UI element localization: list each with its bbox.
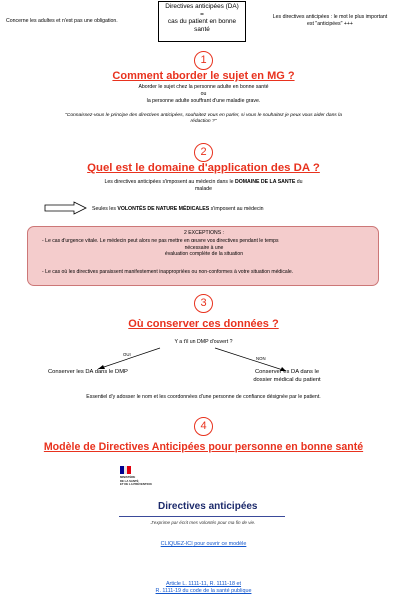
header-left-note: Concerne les adultes et n'est pas une obligation. xyxy=(6,18,118,24)
logo-line1: MINISTÈRE xyxy=(120,475,136,479)
section1-line1: Aborder le sujet chez la personne adulte en bonne santé xyxy=(138,84,269,90)
section2-intro xyxy=(0,179,407,193)
section2-line2: malade xyxy=(194,185,212,192)
section1-body xyxy=(0,84,407,104)
section1-quote xyxy=(0,113,407,126)
section1-title: Comment aborder le sujet en MG ? xyxy=(112,70,295,82)
section2-arrow-bold: VOLONTÉS DE NATURE MÉDICALES xyxy=(117,206,210,212)
card-divider xyxy=(119,516,285,517)
card-subtitle: J'exprime par écrit mes volontés pour ma fin de vie. xyxy=(150,520,256,525)
topic-box-line4: santé xyxy=(194,25,210,33)
ministry-logo xyxy=(119,466,179,496)
logo-line2: DE LA SANTÉ xyxy=(120,478,139,483)
section2-line1-pre: Les directives anticipées s'imposent au médecin dans le xyxy=(104,179,235,185)
section2-line1-post: du xyxy=(295,179,303,185)
section2-title: Quel est le domaine d'application des DA ? xyxy=(87,162,320,174)
section3-title: Où conserver ces données ? xyxy=(128,318,279,330)
card-title: Directives anticipées xyxy=(158,501,258,512)
exceptions-box xyxy=(27,226,379,286)
section1-quote-line2: rédaction ?" xyxy=(190,119,217,125)
exception-item-1-line3: évaluation complète de la situation xyxy=(164,251,244,258)
section1-line3: la personne adulte souffrant d'une maladie grave. xyxy=(146,97,261,104)
legal-reference-line2[interactable]: R. 1111-19 du code de la santé publique xyxy=(155,588,252,595)
marianne-logo-icon xyxy=(120,466,131,474)
exception-item-1 xyxy=(34,238,374,258)
exception-item-1-line2: nécessaire à une xyxy=(184,244,224,251)
dmp-yes-text: Conserver les DA dans le DMP xyxy=(48,369,128,375)
yes-label: OUI xyxy=(123,352,131,357)
dmp-no-text xyxy=(231,369,343,384)
section2-line1 xyxy=(0,179,407,186)
section2-line1-bold: DOMAINE DE LA SANTE xyxy=(234,179,296,185)
section1-line2: ou xyxy=(200,90,207,97)
section4-number: 4 xyxy=(194,417,213,436)
hollow-arrow-icon xyxy=(44,201,88,215)
header-right-note xyxy=(256,14,404,28)
section4-title: Modèle de Directives Anticipées pour personne en bonne santé xyxy=(43,441,364,453)
section1-quote-line1: "Connaissez-vous le principe des directives anticipées, souhaitez vous en parler, si vous le souhaitez je peux vous aider dans la xyxy=(65,113,342,118)
topic-box-line1: Directives anticipées (DA) xyxy=(165,3,239,10)
legal-reference xyxy=(0,581,407,595)
header-right-note-line2: est "anticipées" +++ xyxy=(307,20,353,27)
logo-line3: ET DE LA PRÉVENTION xyxy=(120,482,152,486)
exception-item-1-line1: - Le cas d'urgence vitale. Le médecin peut alors ne pas mettre en œuvre vos directives pendant le temps xyxy=(42,238,279,244)
confidence-note: Essentiel d'y adosser le nom et les coordonnées d'une personne de confiance désignée par le patient. xyxy=(86,394,321,400)
exception-item-2: - Le cas où les directives paraissent manifestement inappropriées ou non-conformes à votre situation médicale. xyxy=(42,269,294,275)
legal-reference-line1[interactable]: Article L. 1111-11, R. 1111-18 et xyxy=(165,581,242,587)
section1-number: 1 xyxy=(194,51,213,70)
section2-arrow-pre: Seules les xyxy=(92,206,118,212)
no-label: NON xyxy=(256,356,266,361)
topic-box xyxy=(158,1,246,42)
topic-box-line3: cas du patient en bonne xyxy=(167,18,237,26)
dmp-question: Y a t'il un DMP d'ouvert ? xyxy=(174,339,233,345)
section2-arrow-text xyxy=(92,206,264,213)
section2-arrow-post: s'imposent au médecin xyxy=(209,206,264,212)
header-right-note-line1: Les directives anticipées : le mot le plus important xyxy=(272,14,388,20)
dmp-no-text-line2: dossier médical du patient xyxy=(253,376,321,383)
section2-number: 2 xyxy=(194,143,213,162)
exceptions-title: 2 EXCEPTIONS : xyxy=(184,230,224,236)
cta-rest: pour ouvrir ce modèle xyxy=(192,541,247,547)
section3-number: 3 xyxy=(194,294,213,313)
template-cta xyxy=(0,541,407,548)
cliquez-ici-link[interactable]: CLIQUEZ-ICI xyxy=(160,541,193,547)
dmp-no-text-line1: Conserver es DA dans le xyxy=(254,369,320,375)
topic-box-line2: = xyxy=(200,10,204,18)
